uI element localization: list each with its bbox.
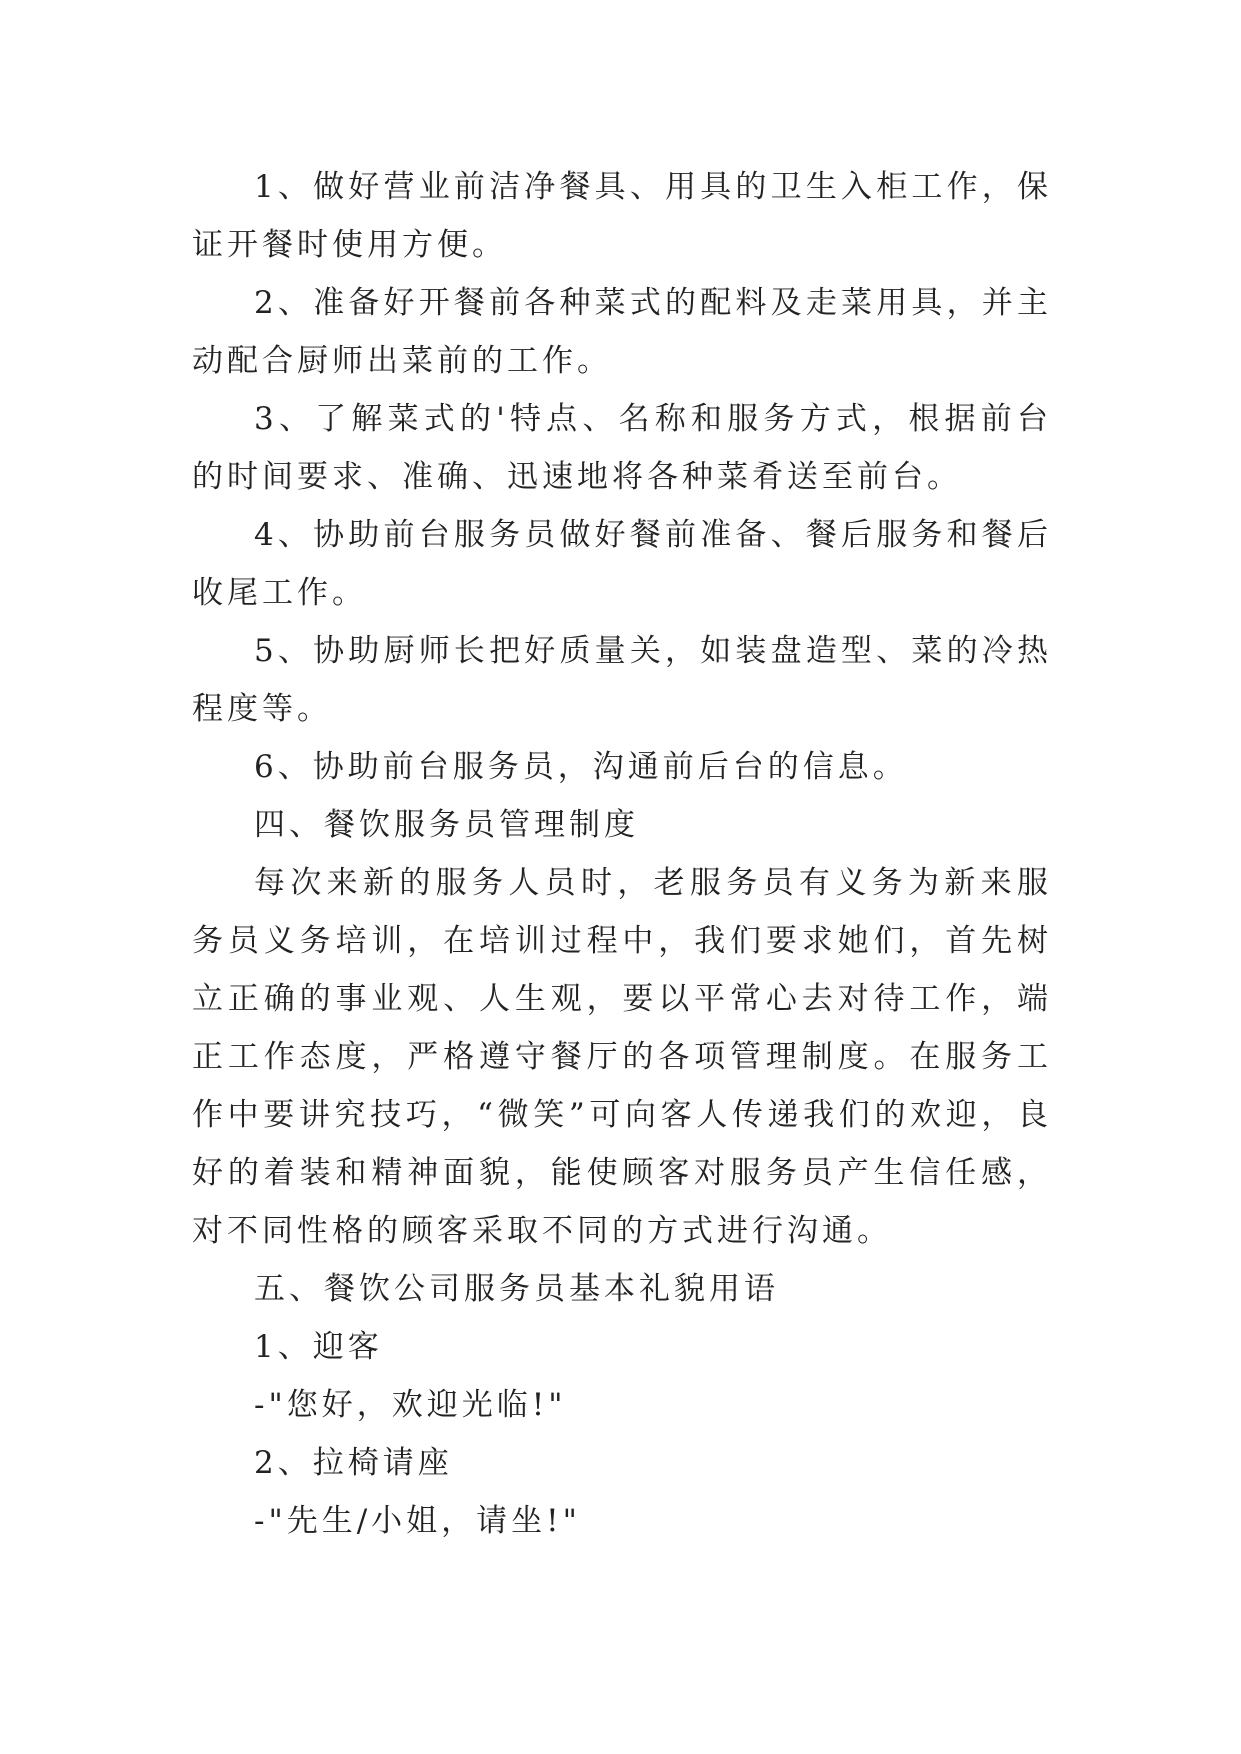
item-greeting-title: 1、迎客: [254, 1329, 383, 1365]
item-seating-phrase: -"先生/小姐，请坐!": [254, 1503, 581, 1539]
paragraph-duty-2: 2、准备好开餐前各种菜式的配料及走菜用具，并主动配合厨师出菜前的工作。: [192, 285, 1052, 379]
item-greeting-phrase: -"您好，欢迎光临!": [254, 1387, 567, 1423]
section-heading-courtesy: 五、餐饮公司服务员基本礼貌用语: [254, 1271, 779, 1307]
section-heading-management: 四、餐饮服务员管理制度: [254, 807, 639, 843]
document-body: [192, 158, 1052, 1550]
item-seating-title: 2、拉椅请座: [254, 1445, 453, 1481]
paragraph-duty-5: 5、协助厨师长把好质量关，如装盘造型、菜的冷热程度等。: [192, 633, 1052, 727]
paragraph-duty-4: 4、协助前台服务员做好餐前准备、餐后服务和餐后收尾工作。: [192, 517, 1052, 611]
paragraph-management-body: 每次来新的服务人员时，老服务员有义务为新来服务员义务培训，在培训过程中，我们要求她们，首先树立正确的事业观、人生观，要以平常心去对待工作，端正工作态度，严格遵守餐厅的各项管理制度。在服务工作中要讲究技巧，“微笑”可向客人传递我们的欢迎，良好的着装和精神面貌，能使顾客对服务员产生信任感，对不同性格的顾客采取不同的方式进行沟通。: [192, 865, 1052, 1249]
paragraph-duty-6: 6、协助前台服务员，沟通前后台的信息。: [254, 749, 908, 785]
paragraph-duty-1: 1、做好营业前洁净餐具、用具的卫生入柜工作，保证开餐时使用方便。: [192, 169, 1052, 263]
paragraph-duty-3: 3、了解菜式的'特点、名称和服务方式，根据前台的时间要求、准确、迅速地将各种菜肴送至前台。: [192, 401, 1052, 495]
